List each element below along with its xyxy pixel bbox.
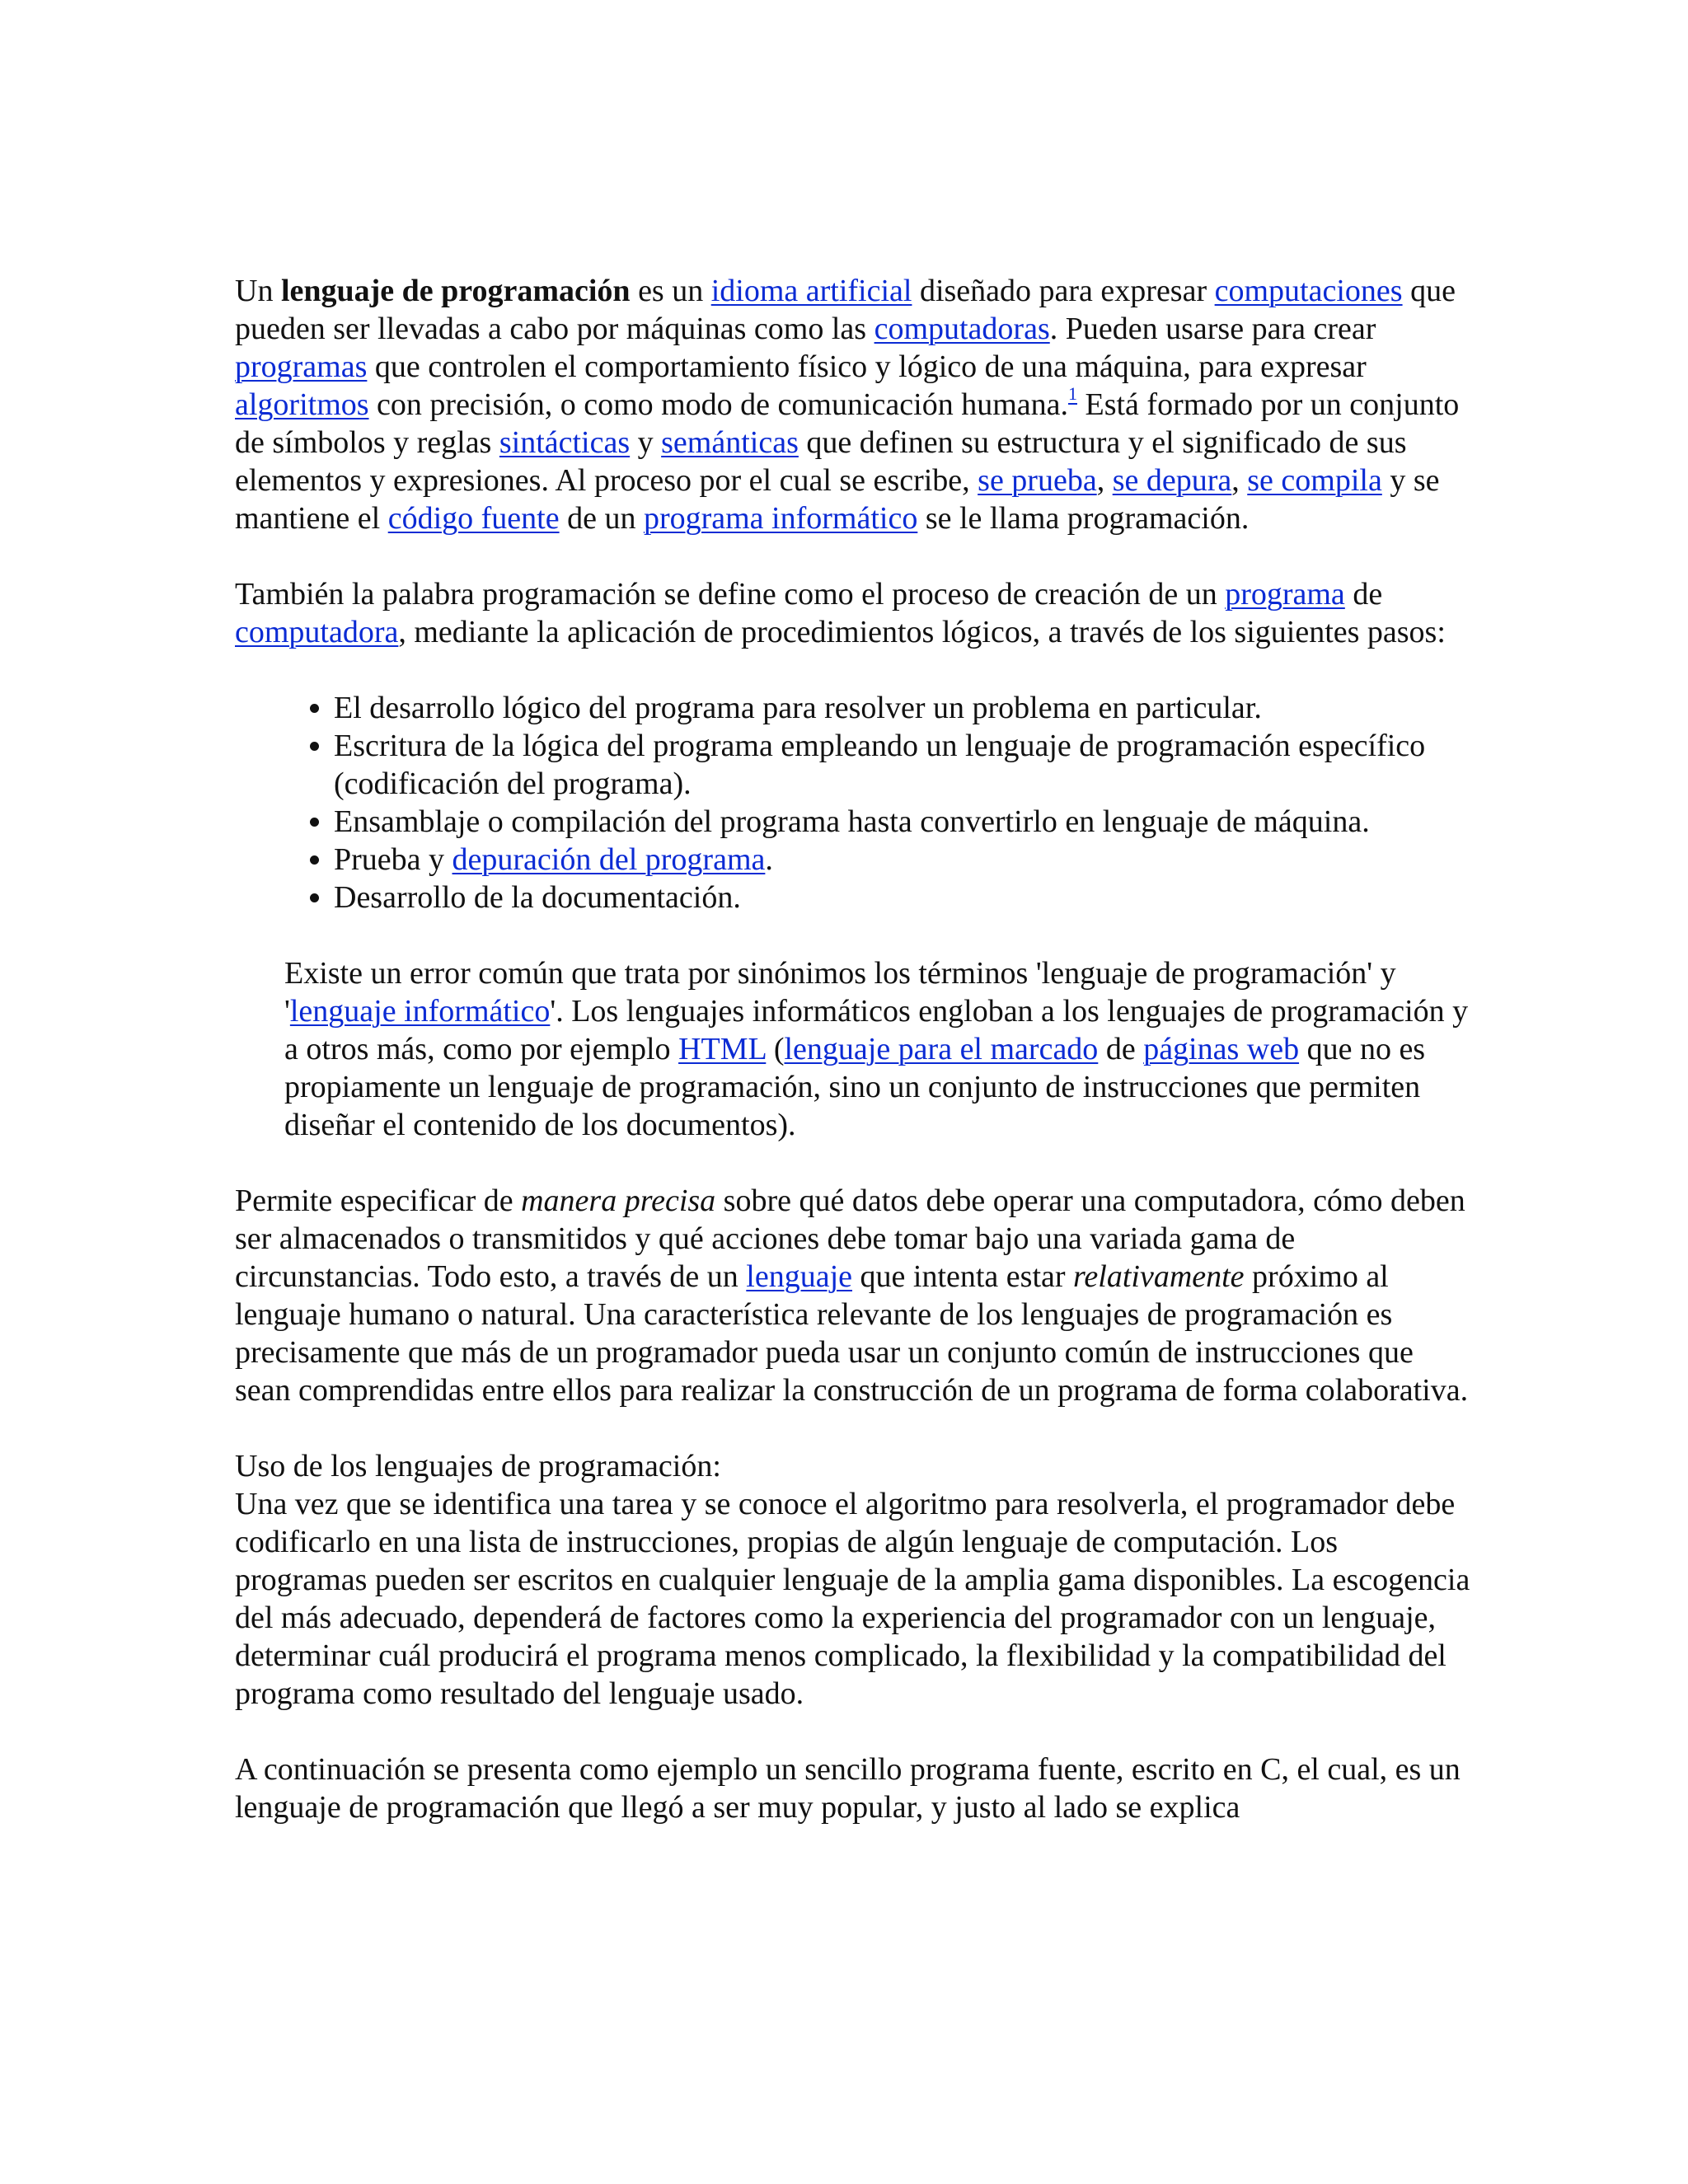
list-item: • Desarrollo de la documentación.	[334, 879, 1471, 916]
text: que pueden ser llevadas a cabo por máquinas como las	[235, 274, 1456, 346]
text: diseñado para expresar	[912, 274, 1215, 308]
list-item: • Escritura de la lógica del programa empleando un lenguaje de programación específico (codificación del programa).	[334, 727, 1471, 803]
italic-text: manera precisa	[521, 1183, 716, 1218]
text: de un	[559, 501, 644, 536]
paragraph-usage	[235, 1447, 1471, 1713]
footnote-link[interactable]: 1	[1067, 383, 1077, 404]
text: que intenta estar	[852, 1259, 1074, 1294]
section-heading: Uso de los lenguajes de programación:	[235, 1449, 721, 1483]
text: próximo al lenguaje humano o natural. Una característica relevante de los lenguajes de programación es precisamente que más de un programador pueda usar un conjunto común de instrucciones que sean comprendidas entre ellos para realizar la construcción de un programa de forma colaborativa.	[235, 1259, 1469, 1408]
text: .	[765, 842, 773, 877]
link-sintacticas[interactable]: sintácticas	[499, 425, 631, 460]
link-se-prueba[interactable]: se prueba	[978, 463, 1097, 498]
link-computaciones[interactable]: computaciones	[1214, 274, 1403, 308]
text: También la palabra programación se define como el proceso de creación de un	[235, 577, 1226, 612]
text: que no es propiamente un lenguaje de programación, sino un conjunto de instrucciones que permiten diseñar el contenido de los documentos).	[284, 1032, 1426, 1142]
text: y se mantiene el	[235, 463, 1440, 536]
link-semanticas[interactable]: semánticas	[661, 425, 799, 460]
list-item: • El desarrollo lógico del programa para resolver un problema en particular.	[334, 689, 1471, 727]
paragraph-precision	[235, 1182, 1471, 1409]
link-programa-informatico[interactable]: programa informático	[643, 501, 918, 536]
text: '. Los lenguajes informáticos engloban a los lenguajes de programación y a otros más, como por ejemplo	[284, 994, 1469, 1066]
link-computadora[interactable]: computadora	[235, 615, 399, 649]
text: Permite especificar de	[235, 1183, 522, 1218]
link-paginas-web[interactable]: páginas web	[1143, 1032, 1300, 1066]
text: es un	[630, 274, 711, 308]
text: Existe un error común que trata por sinónimos los términos 'lenguaje de programación' y '	[284, 956, 1396, 1029]
steps-list	[235, 689, 1471, 916]
link-html[interactable]: HTML	[678, 1032, 767, 1066]
link-depuracion-del-programa[interactable]: depuración del programa	[452, 842, 766, 877]
link-lenguaje-marcado[interactable]: lenguaje para el marcado	[784, 1032, 1099, 1066]
link-computadoras[interactable]: computadoras	[874, 312, 1050, 346]
link-lenguaje[interactable]: lenguaje	[746, 1259, 853, 1294]
text: y	[630, 425, 662, 460]
list-item: • Ensamblaje o compilación del programa hasta convertirlo en lenguaje de máquina.	[334, 803, 1471, 841]
text: con precisión, o como modo de comunicación humana.	[368, 387, 1068, 422]
link-idioma-artificial[interactable]: idioma artificial	[710, 274, 912, 308]
text: Está formado por un conjunto de símbolos y reglas	[235, 387, 1460, 460]
link-se-compila[interactable]: se compila	[1247, 463, 1382, 498]
link-programa[interactable]: programa	[1225, 577, 1345, 612]
text: Una vez que se identifica una tarea y se conoce el algoritmo para resolverla, el programador debe codificarlo en una lista de instrucciones, propias de algún lenguaje de computación. Los programas pueden ser escritos en cualquier lenguaje de la amplia gama disponibles. La escogencia del más adecuado, dependerá de factores como la experiencia del programador con un lenguaje, determinar cuál producirá el programa menos complicado, la flexibilidad y la compatibilidad del programa como resultado del lenguaje usado.	[235, 1487, 1470, 1711]
text: sobre qué datos debe operar una computadora, cómo deben ser almacenados o transmitidos y qué acciones debe tomar bajo una variada gama de circunstancias. Todo esto, a través de un	[235, 1183, 1465, 1294]
link-algoritmos[interactable]: algoritmos	[235, 387, 369, 422]
paragraph-common-error	[284, 954, 1471, 1144]
text: de	[1098, 1032, 1144, 1066]
text: ,	[1096, 463, 1113, 498]
text: Prueba y	[334, 842, 452, 877]
text: que definen su estructura y el significado de sus elementos y expresiones. Al proceso por el cual se escribe,	[235, 425, 1407, 498]
link-se-depura[interactable]: se depura	[1112, 463, 1232, 498]
text: que controlen el comportamiento físico y lógico de una máquina, para expresar	[367, 349, 1367, 384]
text: ,	[1231, 463, 1248, 498]
text: , mediante la aplicación de procedimientos lógicos, a través de los siguientes pasos:	[398, 615, 1446, 649]
text: (	[766, 1032, 785, 1066]
paragraph-intro	[235, 272, 1471, 537]
text: Un	[235, 274, 281, 308]
link-codigo-fuente[interactable]: código fuente	[387, 501, 560, 536]
text: de	[1344, 577, 1383, 612]
link-lenguaje-informatico[interactable]: lenguaje informático	[289, 994, 551, 1029]
text: se le llama programación.	[917, 501, 1250, 536]
link-programas[interactable]: programas	[235, 349, 368, 384]
list-item	[334, 841, 1471, 879]
paragraph-definition	[235, 575, 1471, 651]
term-bold: lenguaje de programación	[280, 274, 631, 308]
document-page	[235, 272, 1471, 1864]
text: . Pueden usarse para crear	[1049, 312, 1376, 346]
italic-text: relativamente	[1073, 1259, 1245, 1294]
paragraph-example	[235, 1750, 1471, 1826]
text: A continuación se presenta como ejemplo un sencillo programa fuente, escrito en C, el cual, es un lenguaje de programación que llegó a ser muy popular, y justo al lado se explica	[235, 1752, 1461, 1825]
